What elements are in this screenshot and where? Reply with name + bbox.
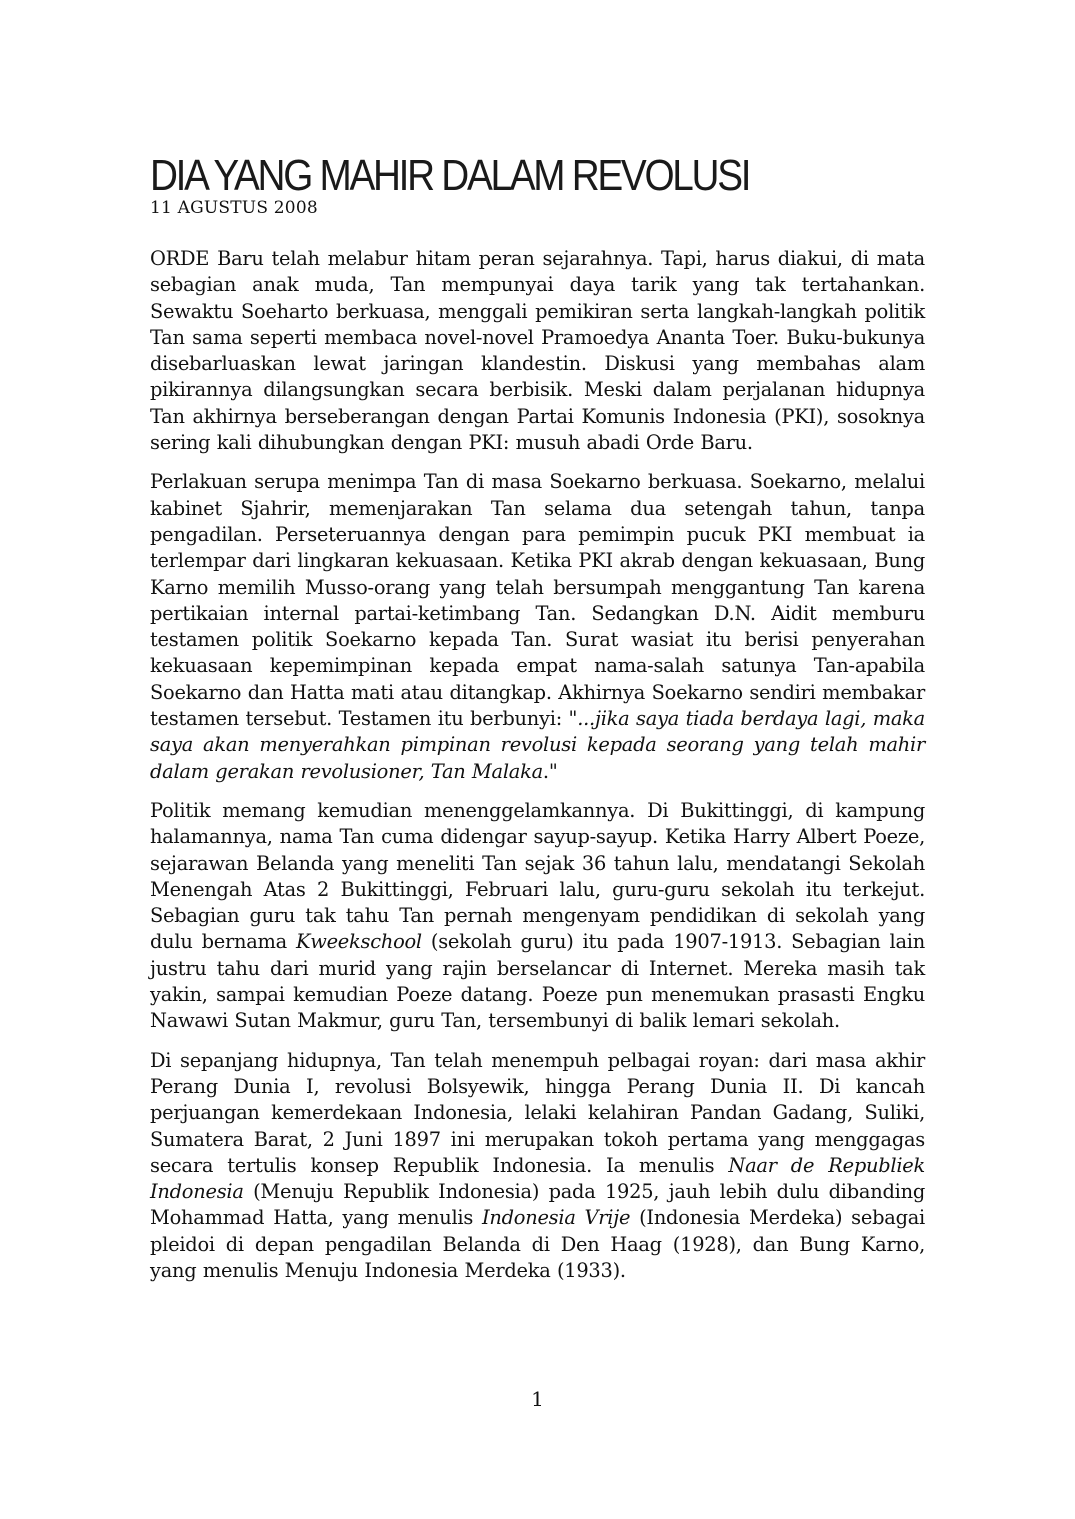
school-name: Kweekschool [296,930,422,954]
paragraph-1 [150,246,925,456]
testament-quote: ...jika saya tiada berdaya lagi, maka saya akan menyerahkan pimpinan revolusi kepada seorang yang telah mahir dalam gerakan revolusioner, Tan Malaka [150,707,925,783]
paragraph-text: Di sepanjang hidupnya, Tan telah menempuh pelbagai royan: dari masa akhir Perang Dunia I, revolusi Bolsyewik, hingga Perang Dunia II. Di kancah perjuangan kemerdekaan Indonesia, lelaki kelahiran Pandan Gadang, Suliki, Sumatera Barat, 2 Juni 1897 ini merupakan tokoh pertama yang menggagas secara tertulis konsep Republik Indonesia. Ia menulis [150,1048,925,1177]
article-title: DIA YANG MAHIR DALAM REVOLUSI [150,151,750,200]
article-body [150,246,925,1284]
paragraph-text: ORDE Baru telah melabur hitam peran sejarahnya. Tapi, harus diakui, di mata sebagian anak muda, Tan mempunyai daya tarik yang tak tertahankan. Sewaktu Soeharto berkuasa, menggali pemikiran serta langkah-langkah politik Tan sama seperti membaca novel-novel Pramoedya Ananta Toer. Buku-bukunya disebarluaskan lewat jaringan klandestin. Diskusi yang membahas alam pikirannya dilangsungkan secara berbisik. Meski dalam perjalanan hidupnya Tan akhirnya berseberangan dengan Partai Komunis Indonesia (PKI), sosoknya sering kali dihubungkan dengan PKI: musuh abadi Orde Baru. [150,247,925,455]
document-page [150,150,925,1297]
paragraph-3 [150,798,925,1035]
book-title: Indonesia Vrije [481,1206,631,1230]
paragraph-2 [150,469,925,785]
paragraph-text: Politik memang kemudian menenggelamkannya. Di Bukittinggi, di kampung halamannya, nama Tan cuma didengar sayup-sayup. Ketika Harry Albert Poeze, sejarawan Belanda yang meneliti Tan sejak 36 tahun lalu, mendatangi Sekolah Menengah Atas 2 Bukittinggi, Februari lalu, guru-guru sekolah itu terkejut. Sebagian guru tak tahu Tan pernah mengenyam pendidikan di sekolah yang dulu bernama [150,798,925,954]
book-title: Naar de Republiek Indonesia [150,1153,926,1204]
page-number: 1 [531,1387,544,1411]
paragraph-4 [150,1048,925,1285]
paragraph-text: (sekolah guru) itu pada 1907-1913. Sebagian lain justru tahu dari murid yang rajin berselancar di Internet. Mereka masih tak yakin, sampai kemudian Poeze datang. Poeze pun menemukan prasasti Engku Nawawi Sutan Makmur, guru Tan, tersembunyi di balik lemari sekolah. [150,930,925,1033]
paragraph-text: (Indonesia Merdeka) sebagai pleidoi di depan pengadilan Belanda di Den Haag (1928), dan Bung Karno, yang menulis Menuju Indonesia Merdeka (1933). [150,1206,926,1282]
paragraph-text: Perlakuan serupa menimpa Tan di masa Soekarno berkuasa. Soekarno, melalui kabinet Sjahrir, memenjarakan Tan selama dua setengah tahun, tanpa pengadilan. Perseteruannya dengan para pemimpin pucuk PKI membuat ia terlempar dari lingkaran kekuasaan. Ketika PKI akrab dengan kekuasaan, Bung Karno memilih Musso-orang yang telah bersumpah menggantung Tan karena pertikaian internal partai-ketimbang Tan. Sedangkan D.N. Aidit memburu testamen politik Soekarno kepada Tan. Surat wasiat itu berisi penyerahan kekuasaan kepemimpinan kepada empat nama-salah satunya Tan-apabila Soekarno dan Hatta mati atau ditangkap. Akhirnya Soekarno sendiri membakar testamen tersebut. Testamen itu berbunyi: " [150,470,925,731]
paragraph-text: ." [542,759,558,783]
article-date: 11 AGUSTUS 2008 [150,198,318,218]
paragraph-text: (Menuju Republik Indonesia) pada 1925, jauh lebih dulu dibanding Mohammad Hatta, yang menulis [150,1180,925,1230]
